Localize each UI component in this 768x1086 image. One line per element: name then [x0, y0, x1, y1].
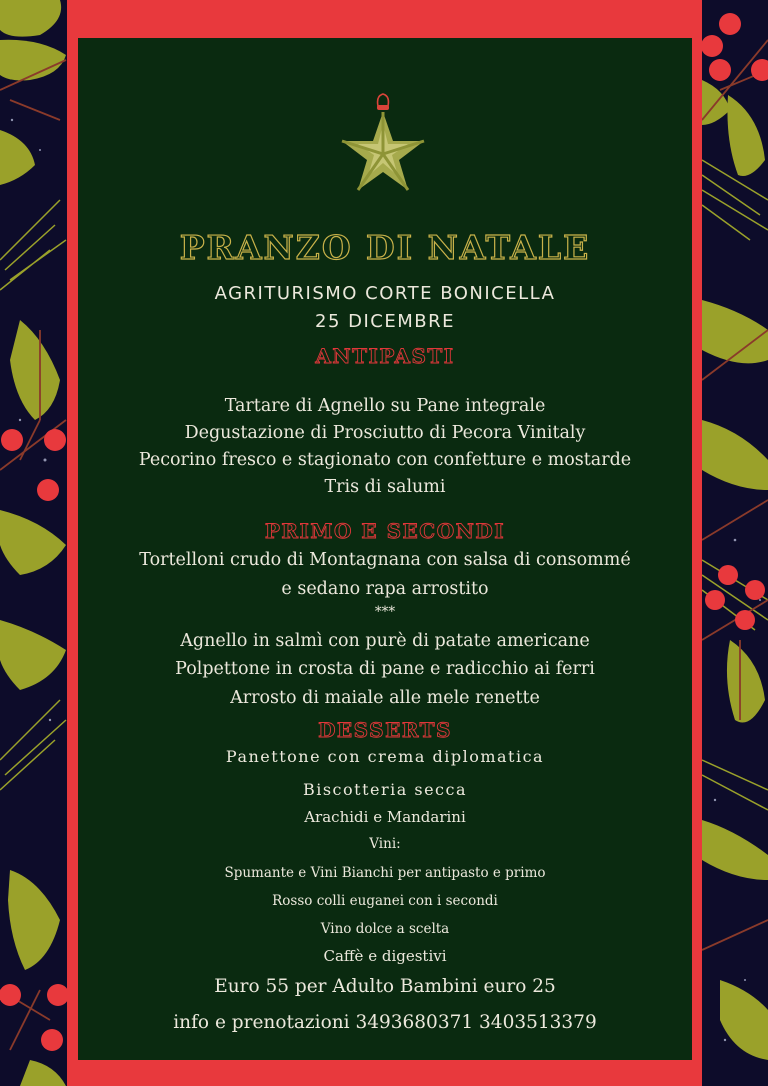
wines-label: Vini:	[369, 836, 401, 852]
extras-text: Caffè e digestivi	[323, 947, 447, 965]
menu-item: Tris di salumi	[324, 477, 446, 497]
wine-item: Rosso colli euganei con i secondi	[272, 893, 498, 909]
menu-item: Agnello in salmì con purè di patate americane	[180, 631, 590, 651]
menu-item: Pecorino fresco e stagionato con confetture e mostarde	[138, 450, 632, 470]
venue-name: AGRITURISMO CORTE BONICELLA	[214, 283, 556, 304]
star-ornament-icon	[338, 92, 428, 202]
wine-item: Vino dolce a scelta	[320, 921, 450, 937]
menu-item: Arachidi e Mandarini	[304, 808, 466, 826]
menu-item: Polpettone in crosta di pane e radicchio ai ferri	[175, 659, 595, 679]
menu-item: Tartare di Agnello su Pane integrale	[224, 396, 546, 416]
menu-panel	[78, 38, 692, 1060]
price-text: Euro 55 per Adulto Bambini euro 25	[214, 976, 556, 997]
contact-text: info e prenotazioni 3493680371 3403513379	[173, 1012, 597, 1033]
section-title-antipasti: ANTIPASTI	[315, 344, 455, 368]
menu-item: Biscotteria secca	[302, 780, 468, 799]
separator: ***	[374, 604, 396, 620]
section-title-desserts: DESSERTS	[318, 718, 452, 742]
event-date: 25 DICEMBRE	[315, 311, 455, 332]
page-title: PRANZO DI NATALE	[179, 228, 591, 267]
menu-item: Panettone con crema diplomatica	[225, 747, 545, 766]
wine-item: Spumante e Vini Bianchi per antipasto e primo	[224, 865, 546, 881]
section-title-primo-secondi: PRIMO E SECONDI	[264, 519, 506, 543]
menu-item: e sedano rapa arrostito	[281, 579, 489, 599]
menu-item: Tortelloni crudo di Montagnana con salsa di consommé	[139, 550, 631, 570]
menu-item: Degustazione di Prosciutto di Pecora Vinitaly	[184, 423, 586, 443]
menu-item: Arrosto di maiale alle mele renette	[230, 688, 540, 708]
